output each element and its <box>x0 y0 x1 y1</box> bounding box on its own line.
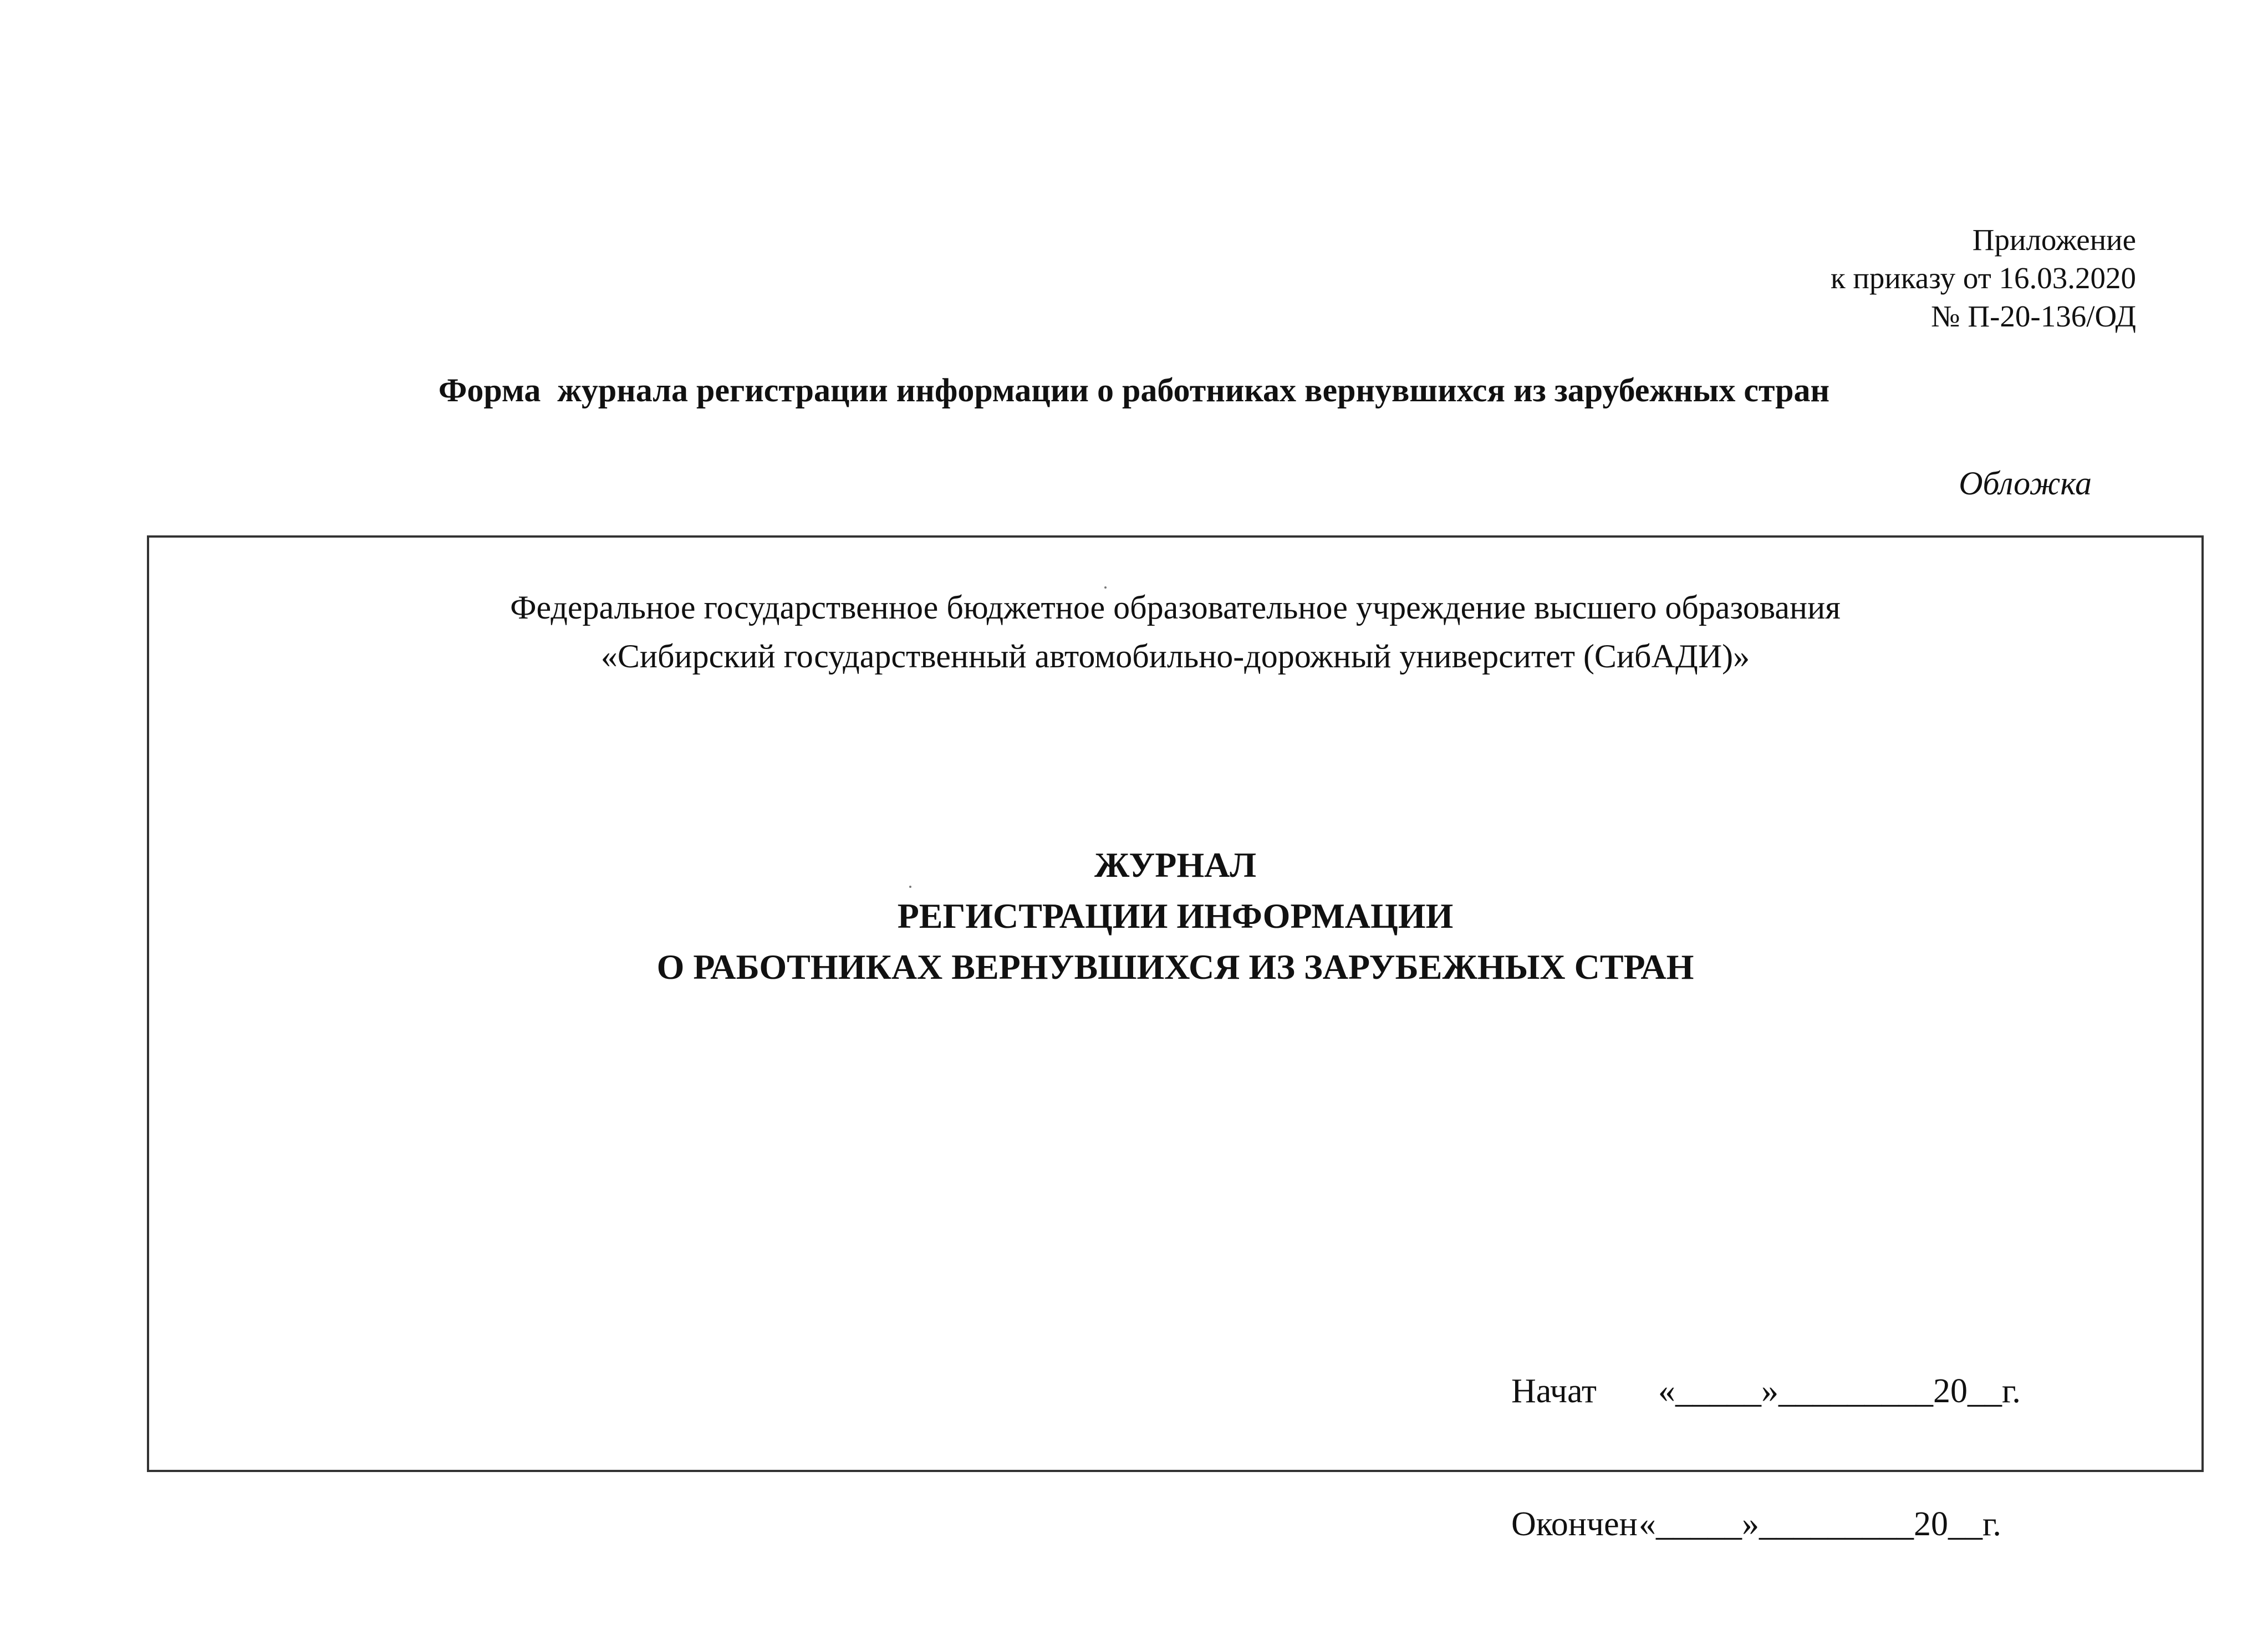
journal-title <box>149 840 2201 993</box>
scan-speck <box>1104 586 1107 589</box>
started-label: Начат <box>1511 1372 1597 1410</box>
started-row <box>1511 1369 2021 1413</box>
appendix-order-date: к приказу от 16.03.2020 <box>1830 261 2136 295</box>
institution-line-2: «Сибирский государственный автомобильно-дорожный университет (СибАДИ)» <box>600 638 1750 675</box>
appendix-order-number: № П-20-136/ОД <box>1931 299 2136 333</box>
journal-dates <box>1511 1280 2021 1635</box>
appendix-label: Приложение <box>1972 223 2136 257</box>
started-date-field: «_____»_________20__г. <box>1658 1372 2021 1410</box>
journal-title-line-2: РЕГИСТРАЦИИ ИНФОРМАЦИИ <box>897 896 1454 936</box>
cover-frame <box>147 535 2204 1543</box>
form-title-text: Форма журнала регистрации информации о работниках вернувшихся из зарубежных стран <box>438 372 1830 408</box>
journal-title-line-3: О РАБОТНИКАХ ВЕРНУВШИХСЯ ИЗ ЗАРУБЕЖНЫХ СТРАН <box>656 947 1694 987</box>
institution-name <box>149 583 2201 681</box>
institution-line-1: Федеральное государственное бюджетное образовательное учреждение высшего образования <box>510 589 1841 626</box>
cover-label: Обложка <box>1959 465 2092 502</box>
appendix-reference <box>1831 221 2136 335</box>
finished-date-field: «_____»_________20__г. <box>1639 1505 2001 1543</box>
finished-label: Окончен <box>1511 1505 1638 1543</box>
form-title <box>0 371 2268 410</box>
finished-row <box>1511 1502 2021 1546</box>
scan-speck <box>909 886 911 888</box>
journal-title-line-1: ЖУРНАЛ <box>1094 845 1257 885</box>
